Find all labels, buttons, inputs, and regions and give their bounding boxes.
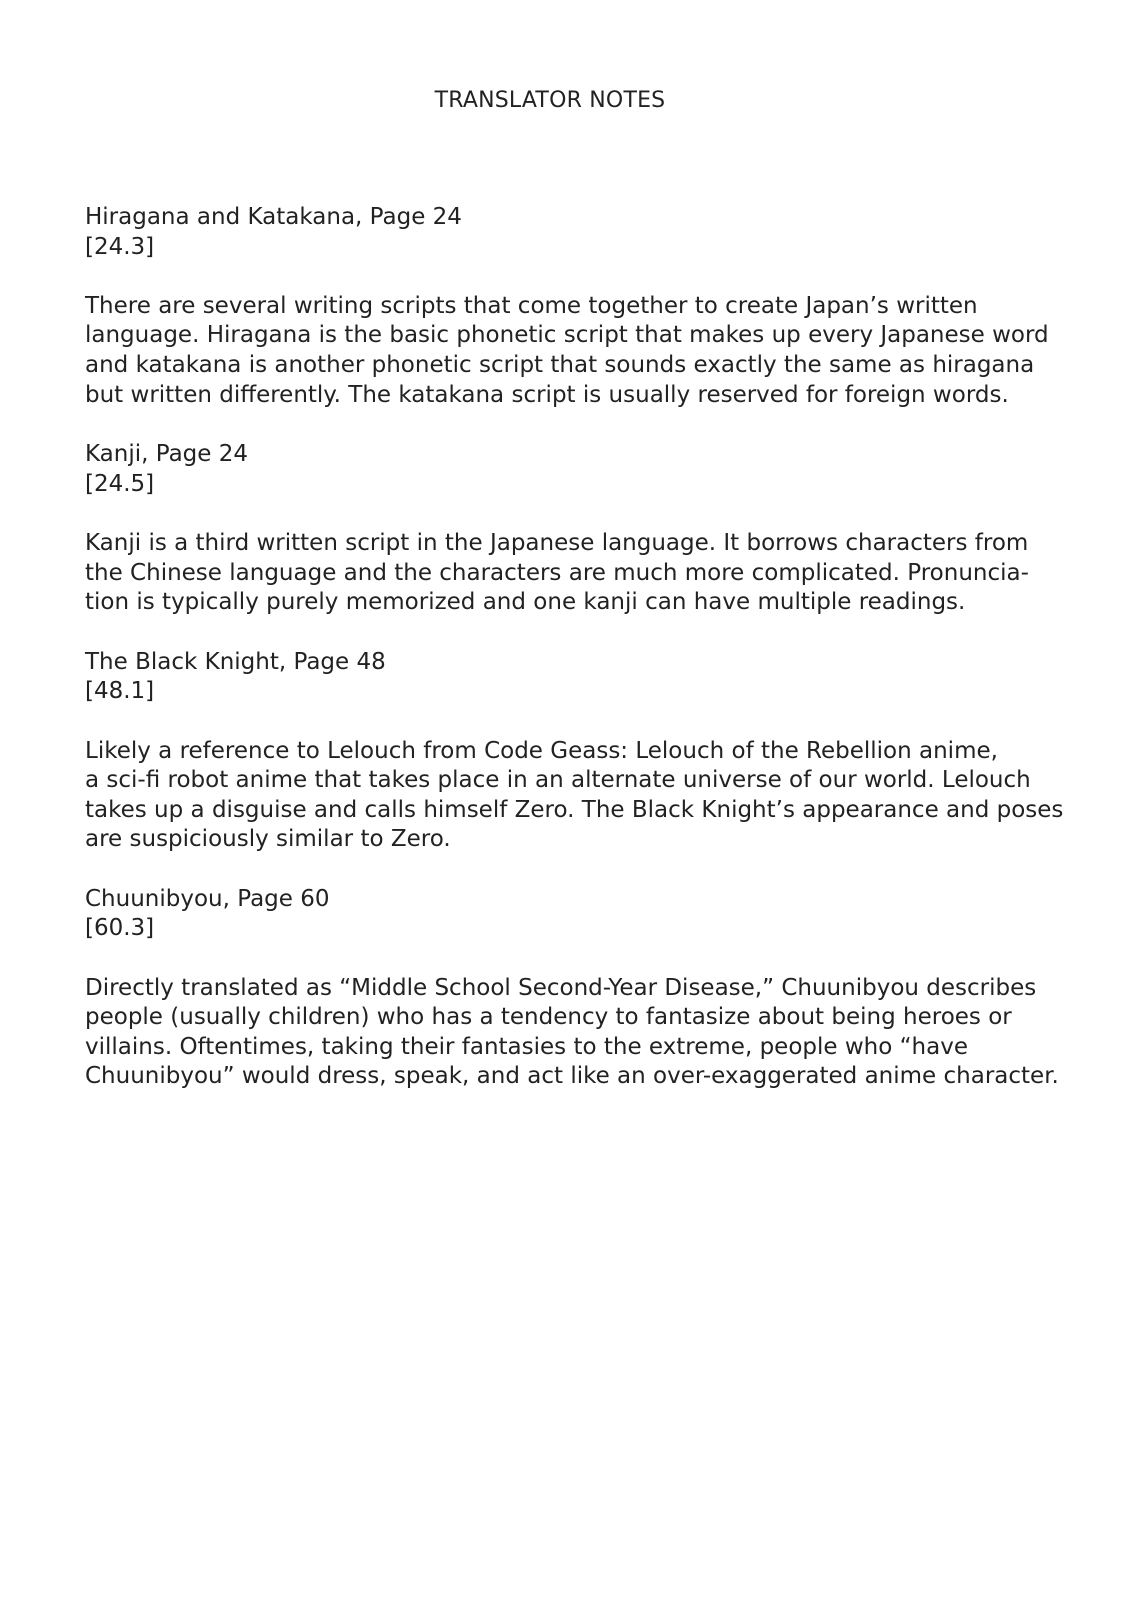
note-reference: [48.1] bbox=[85, 678, 155, 705]
note-reference: [24.3] bbox=[85, 233, 155, 260]
page-title: TRANSLATOR NOTES bbox=[434, 88, 666, 113]
note-body: Likely a reference to Lelouch from Code Geass: Lelouch of the Rebellion anime, a sci-fi robot anime that takes place in an alternate universe of our world. Lelouch takes up a disguise and calls himself Zero. The Black Knight’s appearance and poses are suspiciously similar to Zero. bbox=[85, 737, 1064, 853]
note-reference: [60.3] bbox=[85, 915, 155, 942]
notes-list bbox=[85, 203, 1075, 1122]
note-body: Kanji is a third written script in the Japanese language. It borrows characters from the Chinese language and the characters are much more complicated. Pronuncia- tion is typically purely memorized and one kanji can have multiple readings. bbox=[85, 529, 1029, 616]
note-black-knight bbox=[85, 648, 1075, 855]
note-body: Directly translated as “Middle School Second-Year Disease,” Chuunibyou describes people (usually children) who has a tendency to fantasize about being heroes or villains. Oftentimes, taking their fantasies to the extreme, people who “have Chuunibyou” would dress, speak, and act like an over-exaggerated anime character. bbox=[85, 974, 1059, 1090]
note-heading: Kanji, Page 24 bbox=[85, 441, 249, 468]
note-heading: Chuunibyou, Page 60 bbox=[85, 885, 330, 912]
note-chuunibyou bbox=[85, 885, 1075, 1092]
note-heading: The Black Knight, Page 48 bbox=[85, 648, 386, 675]
note-heading: Hiragana and Katakana, Page 24 bbox=[85, 204, 462, 230]
note-kanji bbox=[85, 440, 1075, 618]
note-body: There are several writing scripts that come together to create Japan’s written language. Hiragana is the basic phonetic script that makes up every Japanese word and katakana is another phonetic script that sounds exactly the same as hiragana but written differently. The katakana script is usually reserved for foreign words. bbox=[85, 292, 1049, 408]
note-hiragana-katakana bbox=[85, 203, 1075, 410]
note-reference: [24.5] bbox=[85, 470, 155, 497]
